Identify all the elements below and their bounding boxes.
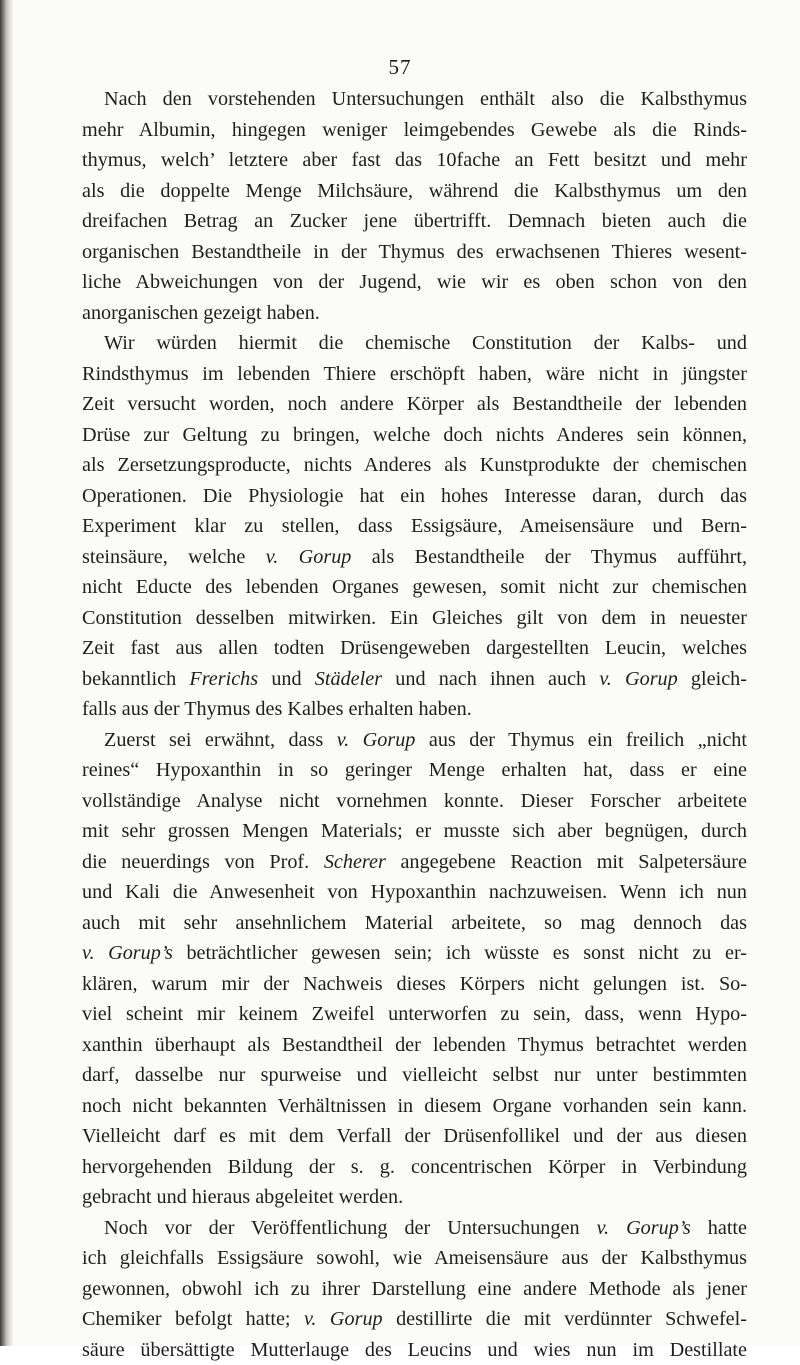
text-run: reines“ Hypoxanthin in so geringer Menge erhalten hat, dass er eine [82, 759, 747, 781]
text-run: thymus, welch’ letztere aber fast das 10fache an Fett besitzt und mehr [82, 149, 747, 171]
italic-name: v. Gorup [599, 668, 677, 690]
text-run: ich gleichfalls Essigsäure sowohl, wie Ameisensäure aus der Kalbsthymus [82, 1247, 747, 1269]
text-run: aus der Thymus ein freilich „nicht [415, 729, 747, 751]
text-line [82, 572, 747, 603]
text-run: mehr Albumin, hingegen weniger leimgebendes Gewebe als die Rinds- [82, 119, 747, 141]
text-run: angegebene Reaction mit Salpetersäure [386, 851, 747, 873]
text-line [82, 1213, 747, 1244]
text-line [82, 1182, 747, 1213]
text-run: als Bestandtheile der Thymus aufführt, [351, 546, 747, 568]
text-run: xanthin überhaupt als Bestandtheil der lebenden Thymus betrachtet werden [82, 1034, 747, 1056]
text-run: die neuerdings von Prof. [82, 851, 324, 873]
text-line [82, 664, 747, 695]
text-run: hervorgehenden Bildung der s. g. concentrischen Körper in Verbindung [82, 1156, 747, 1178]
text-run: Zuerst sei erwähnt, dass [104, 729, 337, 751]
text-line [82, 84, 747, 115]
italic-name: v. Gorup [304, 1308, 383, 1330]
text-run: dreifachen Betrag an Zucker jene übertrifft. Demnach bieten auch die [82, 210, 747, 232]
text-run: Noch vor der Veröffentlichung der Untersuchungen [104, 1217, 597, 1239]
text-run: Chemiker befolgt hatte; [82, 1308, 304, 1330]
text-line [82, 1121, 747, 1152]
text-run: Vielleicht darf es mit dem Verfall der Drüsenfollikel und der aus diesen [82, 1125, 747, 1147]
text-run: viel scheint mir keinem Zweifel unterworfen zu sein, dass, wenn Hypo- [82, 1003, 747, 1025]
text-line [82, 1091, 747, 1122]
text-line [82, 237, 747, 268]
binding-shadow [0, 0, 14, 1346]
text-run: Wir würden hiermit die chemische Constitution der Kalbs- und [104, 332, 747, 354]
text-line [82, 816, 747, 847]
text-line [82, 328, 747, 359]
text-line [82, 755, 747, 786]
text-line [82, 1030, 747, 1061]
text-line [82, 145, 747, 176]
text-line [82, 1060, 747, 1091]
text-line [82, 847, 747, 878]
text-run: klären, warum mir der Nachweis dieses Körpers nicht gelungen ist. So- [82, 973, 747, 995]
italic-name: v. Gorup [337, 729, 416, 751]
text-line [82, 1304, 747, 1335]
text-line [82, 786, 747, 817]
text-run: noch nicht bekannten Verhältnissen in diesem Organe vorhanden sein kann. [82, 1095, 747, 1117]
text-run: gebracht und hieraus abgeleitet werden. [82, 1186, 403, 1208]
text-run: als Zersetzungsproducte, nichts Anderes als Kunstprodukte der chemischen [82, 454, 747, 476]
text-line [82, 1152, 747, 1183]
text-line [82, 877, 747, 908]
text-line [82, 420, 747, 451]
text-line [82, 1335, 747, 1365]
italic-name: Scherer [324, 851, 386, 873]
text-run: steinsäure, welche [82, 546, 266, 568]
page-number: 57 [0, 55, 800, 79]
text-run: bekanntlich [82, 668, 189, 690]
text-run: darf, dasselbe nur spurweise und vielleicht selbst nur unter bestimmten [82, 1064, 747, 1086]
text-run: Constitution desselben mitwirken. Ein Gleiches gilt von dem in neuester [82, 607, 747, 629]
text-line [82, 1274, 747, 1305]
text-run: Drüse zur Geltung zu bringen, welche doch nichts Anderes sein können, [82, 424, 747, 446]
text-line [82, 206, 747, 237]
text-run: mit sehr grossen Mengen Materials; er musste sich aber begnügen, durch [82, 820, 747, 842]
text-line [82, 725, 747, 756]
text-line [82, 694, 747, 725]
text-run: und [258, 668, 315, 690]
text-run: Zeit versucht worden, noch andere Körper als Bestandtheile der lebenden [82, 393, 747, 415]
text-line [82, 908, 747, 939]
text-run: vollständige Analyse nicht vornehmen konnte. Dieser Forscher arbeitete [82, 790, 747, 812]
italic-name: Frerichs [189, 668, 258, 690]
text-line [82, 969, 747, 1000]
text-line [82, 633, 747, 664]
text-run: falls aus der Thymus des Kalbes erhalten haben. [82, 698, 472, 720]
text-line [82, 603, 747, 634]
text-line [82, 1243, 747, 1274]
text-line [82, 481, 747, 512]
text-line [82, 359, 747, 390]
text-run: Operationen. Die Physiologie hat ein hohes Interesse daran, durch das [82, 485, 747, 507]
text-run: hatte [691, 1217, 747, 1239]
text-run: beträchtlicher gewesen sein; ich wüsste es sonst nicht zu er- [173, 942, 747, 964]
body-text [82, 84, 747, 1365]
italic-name: v. Gorup’s [597, 1217, 691, 1239]
text-run: auch mit sehr ansehnlichem Material arbeitete, so mag dennoch das [82, 912, 747, 934]
italic-name: Städeler [315, 668, 382, 690]
text-run: nicht Educte des lebenden Organes gewesen, somit nicht zur chemischen [82, 576, 747, 598]
text-run: Nach den vorstehenden Untersuchungen enthält also die Kalbsthymus [104, 88, 747, 110]
text-line [82, 938, 747, 969]
italic-name: v. Gorup’s [82, 942, 173, 964]
text-line [82, 176, 747, 207]
text-line [82, 511, 747, 542]
text-line [82, 267, 747, 298]
text-run: gewonnen, obwohl ich zu ihrer Darstellung eine andere Methode als jener [82, 1278, 747, 1300]
text-run: und nach ihnen auch [382, 668, 599, 690]
text-line [82, 298, 747, 329]
text-run: Rindsthymus im lebenden Thiere erschöpft haben, wäre nicht in jüngster [82, 363, 747, 385]
text-run: und Kali die Anwesenheit von Hypoxanthin nachzuweisen. Wenn ich nun [82, 881, 747, 903]
text-run: liche Abweichungen von der Jugend, wie wir es oben schon von den [82, 271, 747, 293]
text-run: als die doppelte Menge Milchsäure, während die Kalbsthymus um den [82, 180, 747, 202]
italic-name: v. Gorup [266, 546, 352, 568]
text-run: anorganischen gezeigt haben. [82, 302, 320, 324]
text-line [82, 542, 747, 573]
text-line [82, 450, 747, 481]
text-run: Experiment klar zu stellen, dass Essigsäure, Ameisensäure und Bern- [82, 515, 747, 537]
text-line [82, 115, 747, 146]
text-run: Zeit fast aus allen todten Drüsengeweben dargestellten Leucin, welches [82, 637, 747, 659]
text-run: organischen Bestandtheile in der Thymus des erwachsenen Thieres wesent- [82, 241, 747, 263]
text-run: säure übersättigte Mutterlauge des Leucins und wies nun im Destillate [82, 1339, 747, 1361]
text-line [82, 389, 747, 420]
text-run: destillirte die mit verdünnter Schwefel- [383, 1308, 747, 1330]
text-line [82, 999, 747, 1030]
text-run: gleich- [678, 668, 747, 690]
